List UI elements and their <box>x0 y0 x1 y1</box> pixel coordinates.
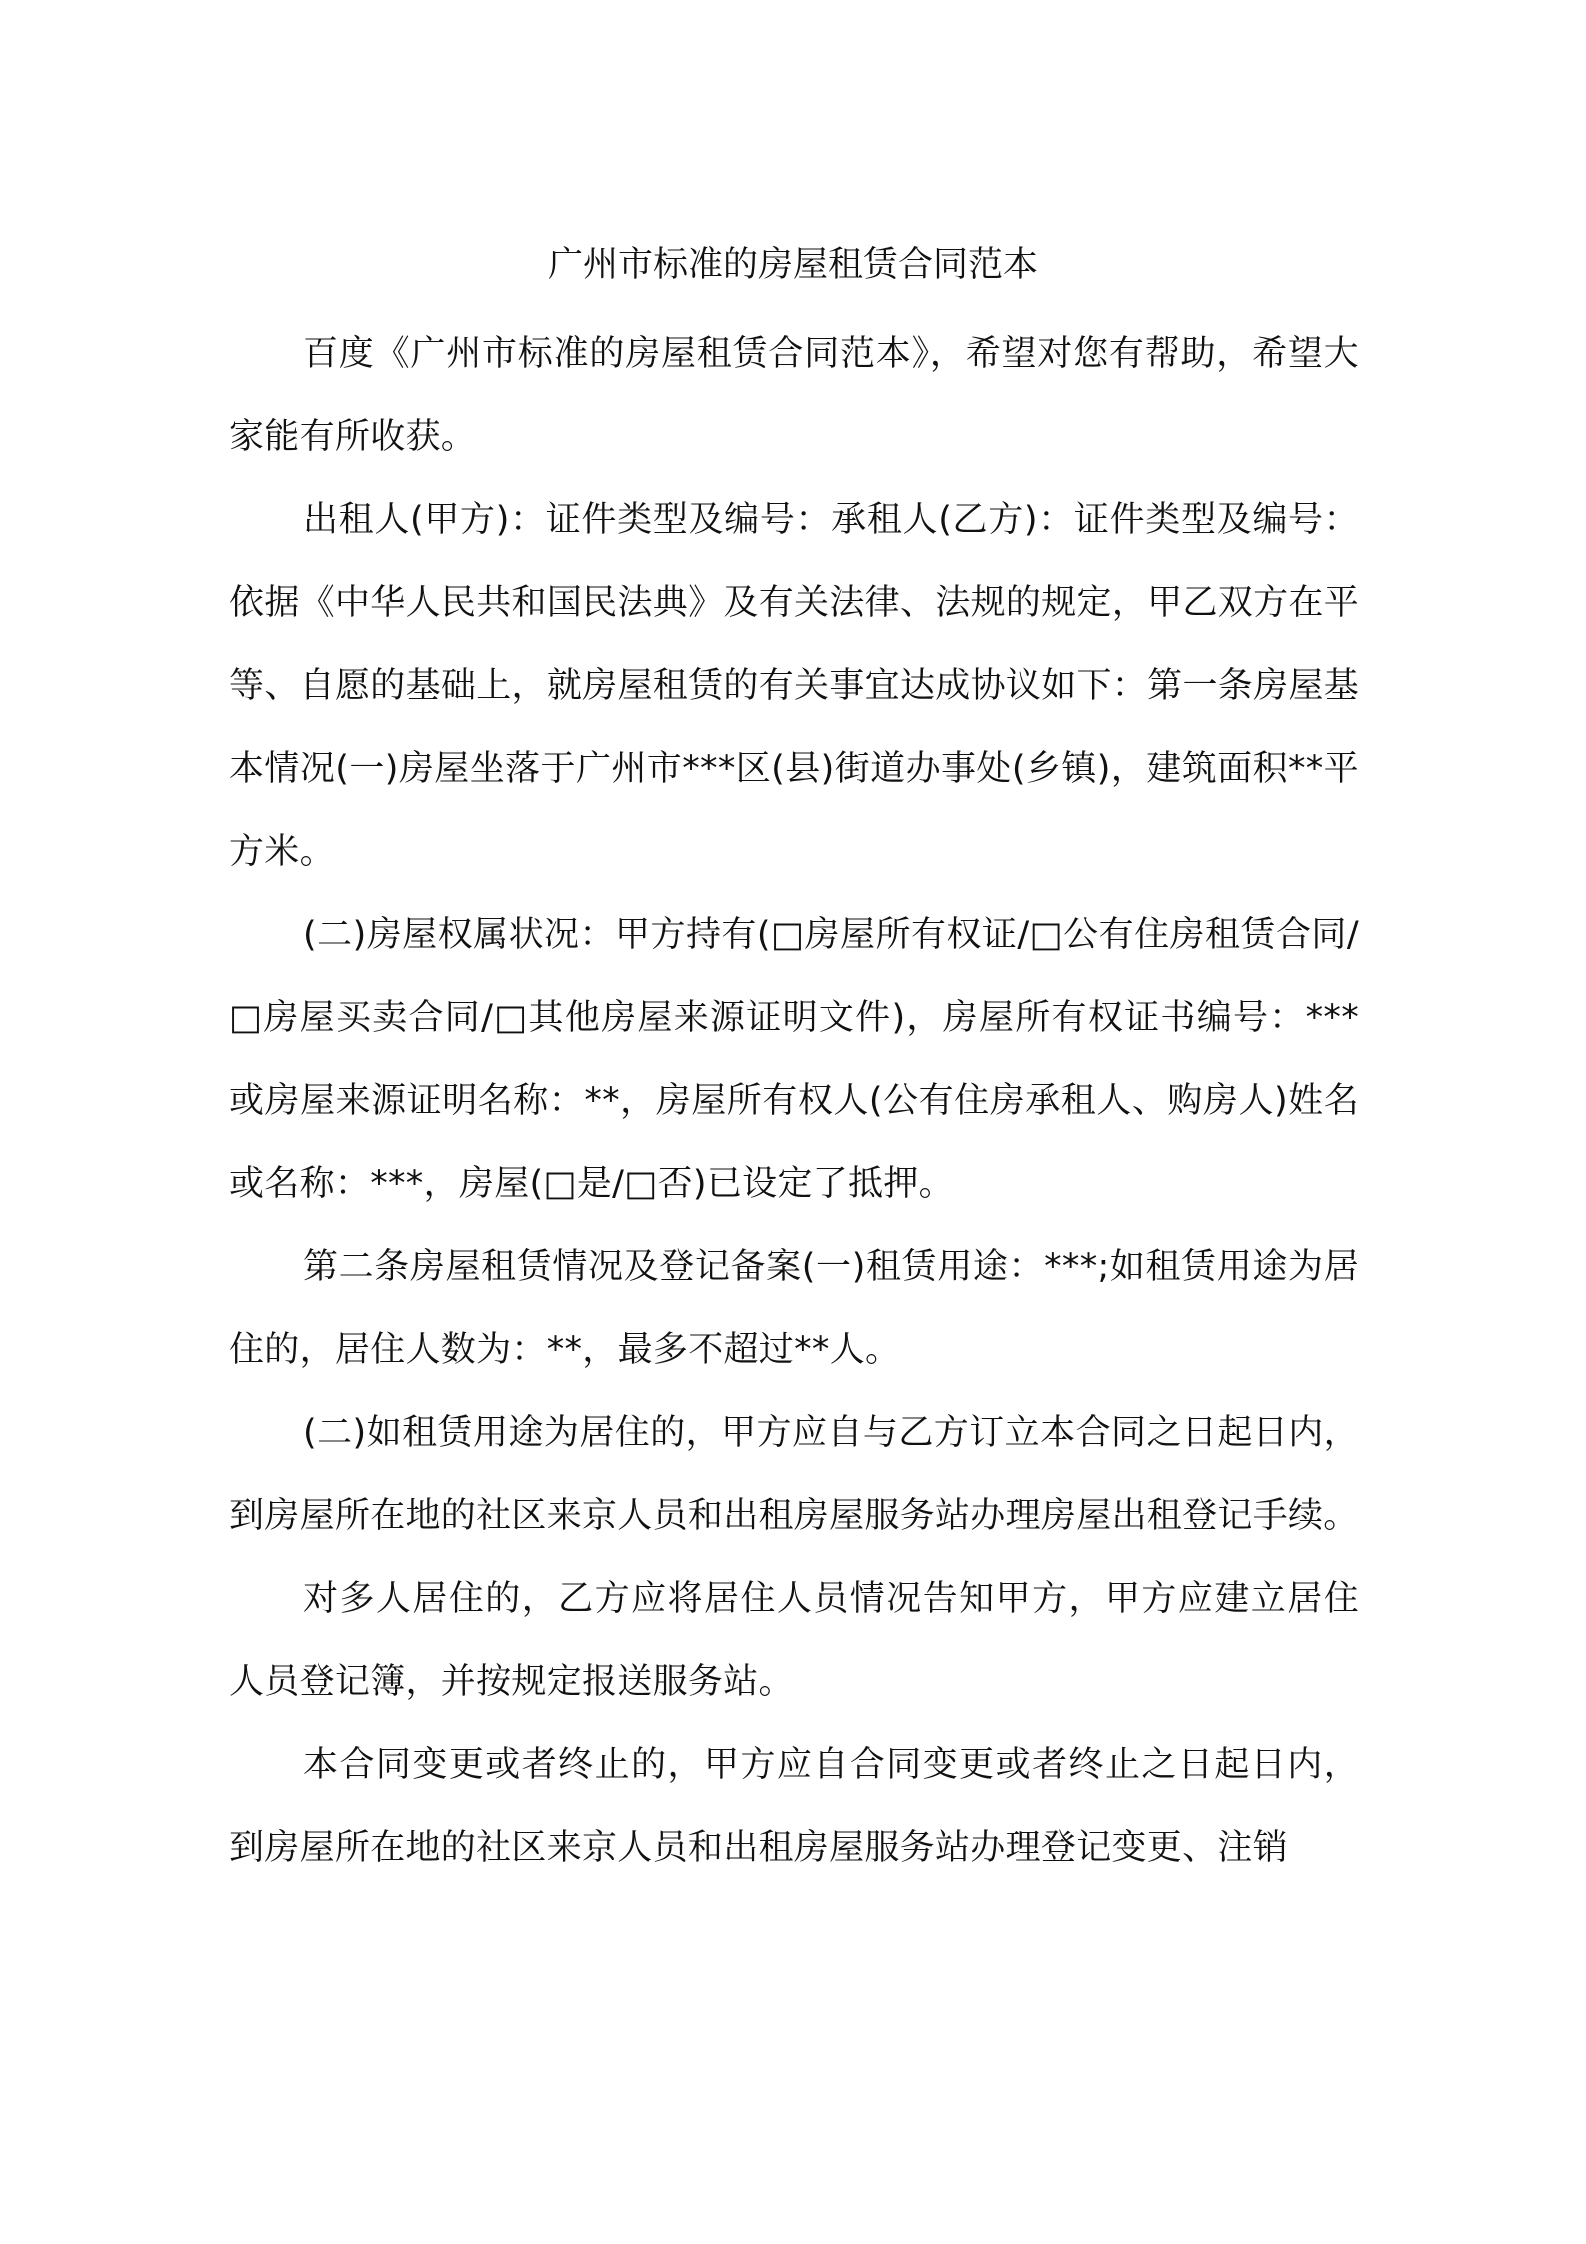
paragraph-intro: 百度《广州市标准的房屋租赁合同范本》，希望对您有帮助，希望大家能有所收获。 <box>229 334 1359 457</box>
paragraph-ownership: (二)房屋权属状况：甲方持有(□房屋所有权证/□公有住房租赁合同/□房屋买卖合同/□其他房屋来源证明文件)，房屋所有权证书编号：***或房屋来源证明名称：**，房屋所有权人(公有住房承租人、购房人)姓名或名称：***，房屋(□是/□否)已设定了抵押。 <box>229 915 1359 1204</box>
paragraph-registration: (二)如租赁用途为居住的，甲方应自与乙方订立本合同之日起日内，到房屋所在地的社区来京人员和出租房屋服务站办理房屋出租登记手续。 <box>229 1413 1359 1536</box>
paragraph-multi-occupancy: 对多人居住的，乙方应将居住人员情况告知甲方，甲方应建立居住人员登记簿，并按规定报送服务站。 <box>229 1579 1359 1702</box>
paragraph-change-termination: 本合同变更或者终止的，甲方应自合同变更或者终止之日起日内，到房屋所在地的社区来京人员和出租房屋服务站办理登记变更、注销 <box>229 1745 1359 1868</box>
document-body <box>229 313 1359 1890</box>
paragraph-parties: 出租人(甲方)：证件类型及编号：承租人(乙方)：证件类型及编号：依据《中华人民共和国民法典》及有关法律、法规的规定，甲乙双方在平等、自愿的基础上，就房屋租赁的有关事宜达成协议如下：第一条房屋基本情况(一)房屋坐落于广州市***区(县)街道办事处(乡镇)，建筑面积**平方米。 <box>229 500 1359 872</box>
document-title: 广州市标准的房屋租赁合同范本 <box>547 245 1038 285</box>
paragraph-lease-usage: 第二条房屋租赁情况及登记备案(一)租赁用途：***;如租赁用途为居住的，居住人数为：**，最多不超过**人。 <box>229 1247 1359 1370</box>
